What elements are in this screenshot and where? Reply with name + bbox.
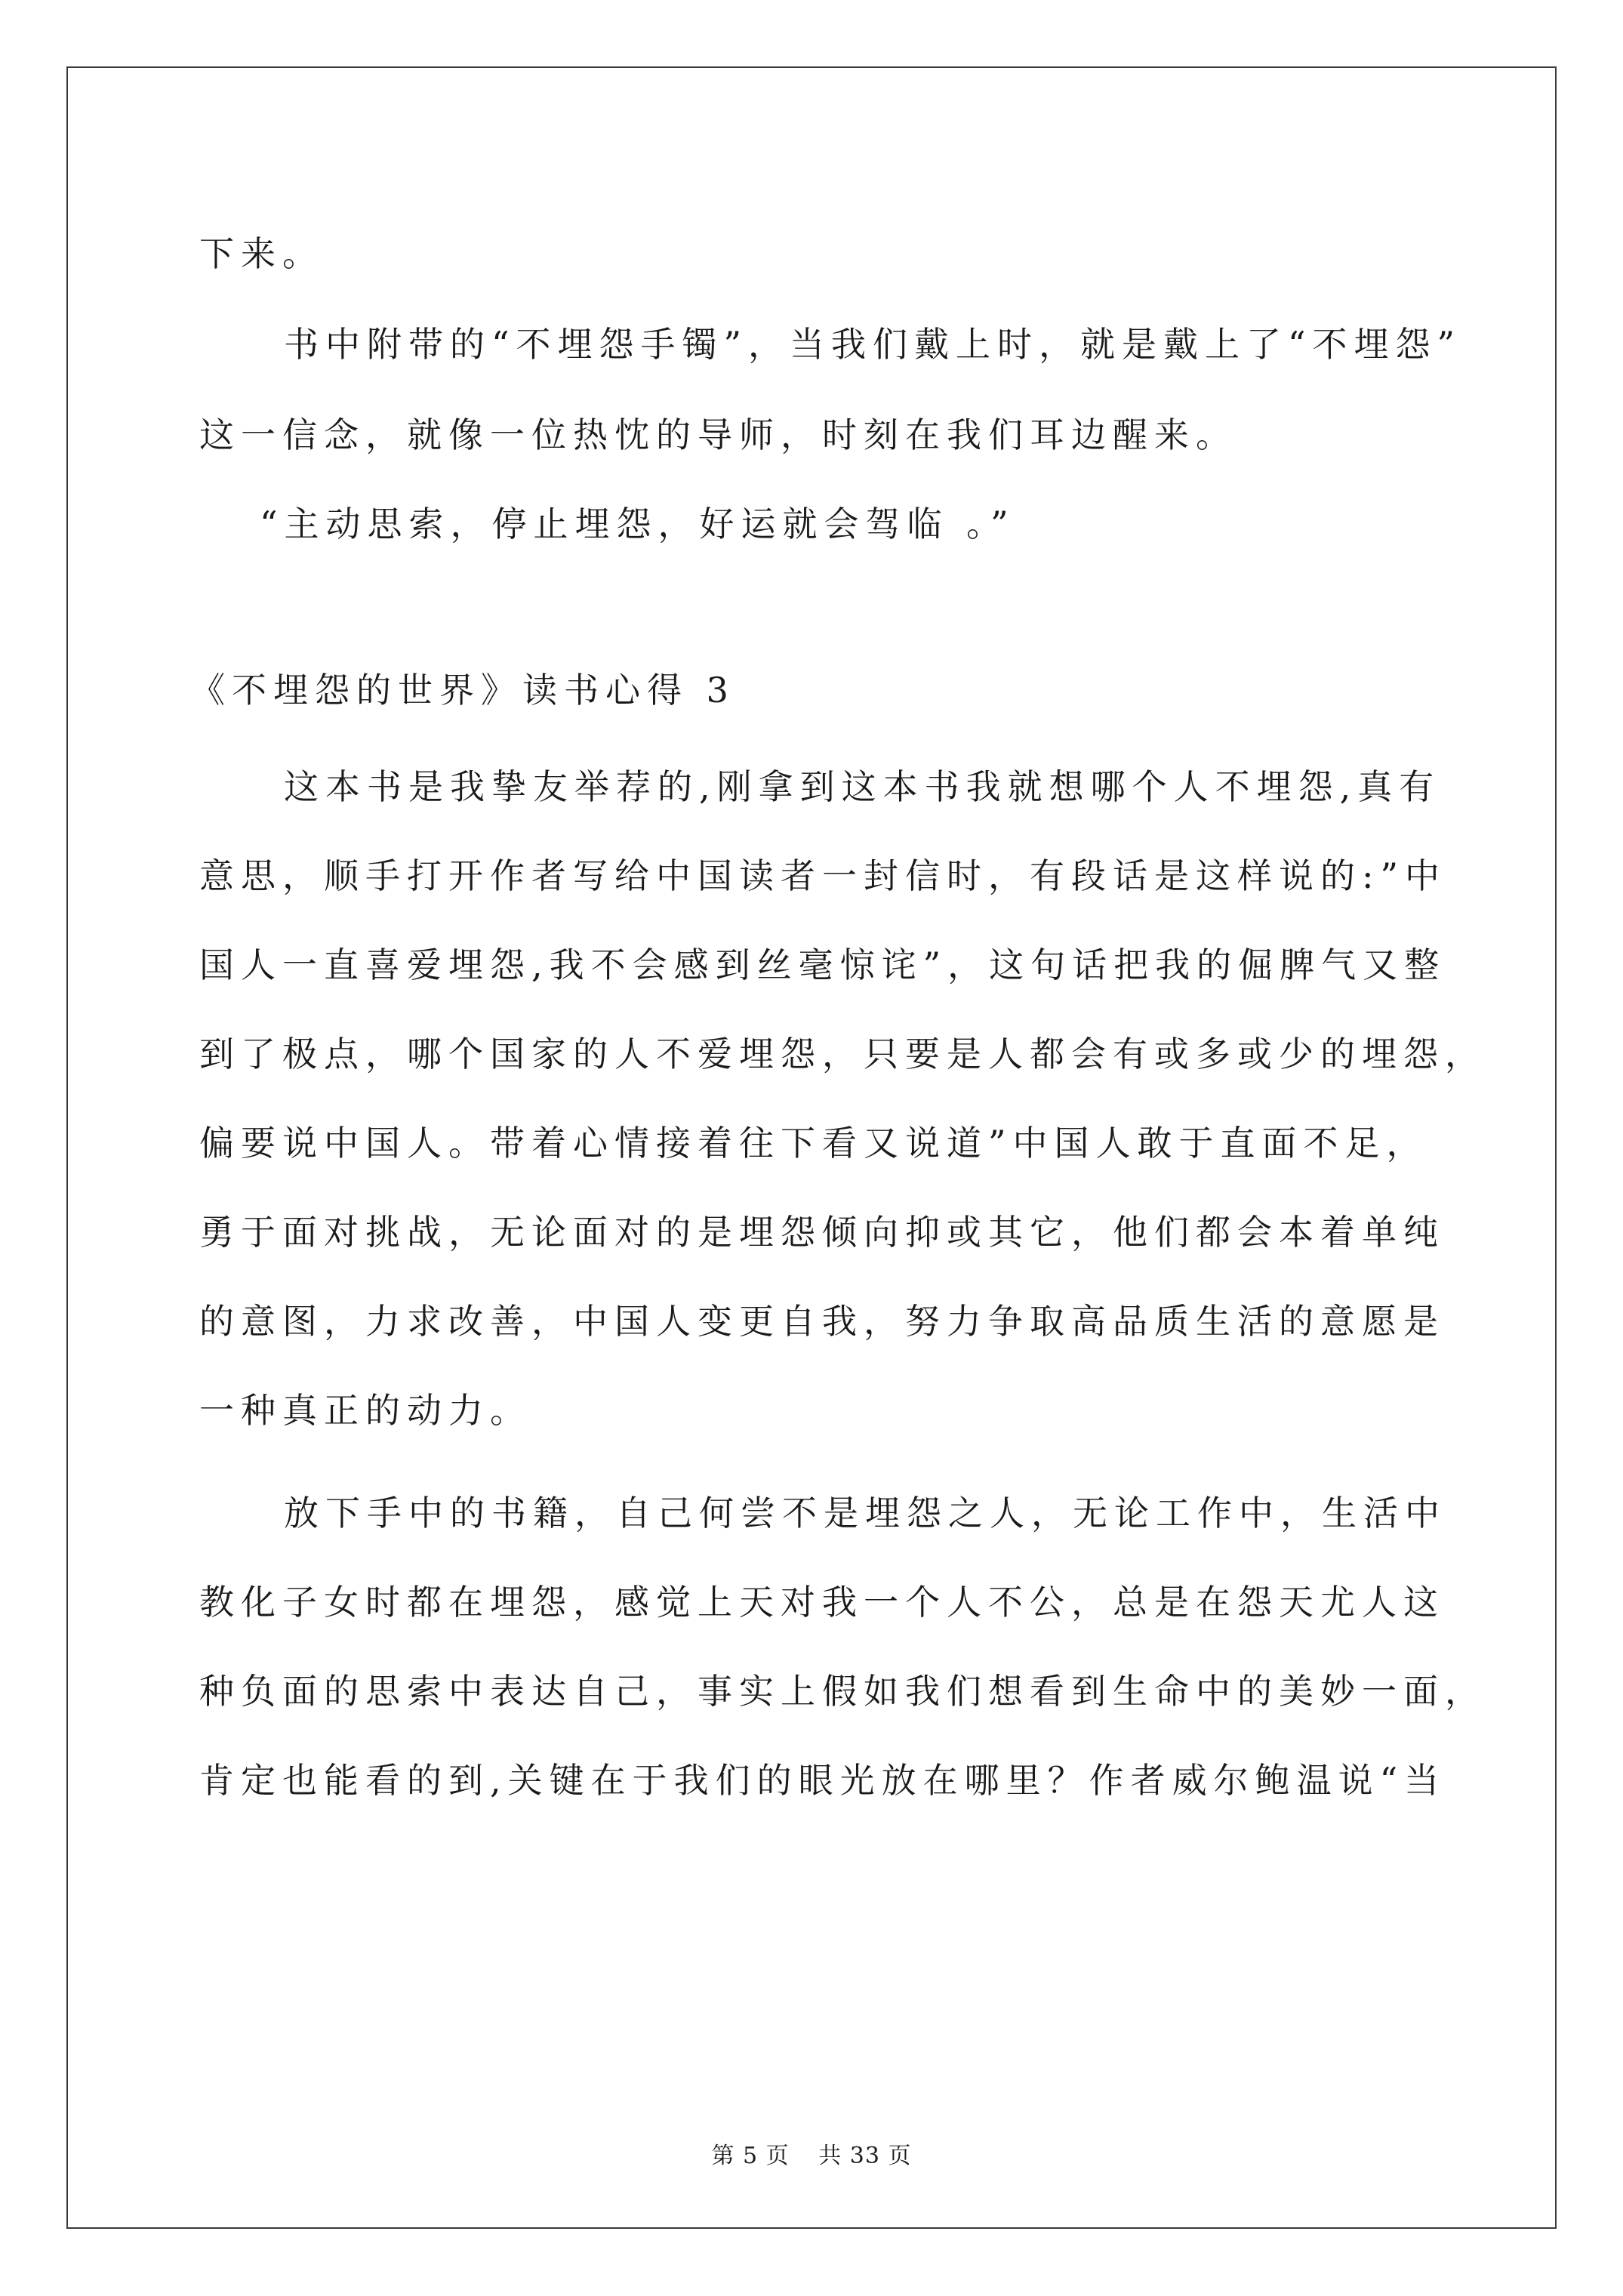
page-total: 共 33 页	[818, 2143, 912, 2169]
section-heading: 《不埋怨的世界》读书心得 3	[190, 670, 735, 710]
page-footer	[0, 2137, 1623, 2170]
text-line: 勇于面对挑战，无论面对的是埋怨倾向抑或其它，他们都会本着单纯	[199, 1212, 1445, 1253]
text-line: 意思，顺手打开作者写给中国读者一封信时，有段话是这样说的:”中	[199, 855, 1447, 896]
text-line: 到了极点，哪个国家的人不爱埋怨，只要是人都会有或多或少的埋怨，	[199, 1034, 1486, 1074]
text-line: 下来。	[199, 233, 324, 274]
text-line: 教化子女时都在埋怨，感觉上天对我一个人不公，总是在怨天尤人这	[199, 1582, 1445, 1623]
text-line: 种负面的思索中表达自己，事实上假如我们想看到生命中的美妙一面，	[199, 1671, 1486, 1712]
text-line: “主动思索，停止埋怨，好运就会驾临 。”	[260, 504, 1015, 544]
text-line: 这本书是我挚友举荐的,刚拿到这本书我就想哪个人不埋怨,真有	[284, 766, 1441, 807]
text-line: 放下手中的书籍，自己何尝不是埋怨之人，无论工作中，生活中	[284, 1493, 1446, 1533]
text-line: 的意图，力求改善，中国人变更自我，努力争取高品质生活的意愿是	[199, 1301, 1445, 1342]
text-line: 肯定也能看的到,关键在于我们的眼光放在哪里？作者威尔鲍温说“当	[199, 1760, 1446, 1801]
text-line: 偏要说中国人。带着心情接着往下看又说道”中国人敢于直面不足，	[199, 1123, 1428, 1163]
page-number: 第 5 页	[711, 2143, 790, 2169]
text-line: 书中附带的“不埋怨手镯”，当我们戴上时，就是戴上了“不埋怨”	[284, 324, 1462, 365]
text-line: 国人一直喜爱埋怨,我不会感到丝毫惊诧”，这句话把我的倔脾气又整	[199, 945, 1446, 985]
text-line: 这一信念，就像一位热忱的导师，时刻在我们耳边醒来。	[199, 415, 1237, 455]
text-line: 一种真正的动力。	[199, 1390, 531, 1431]
